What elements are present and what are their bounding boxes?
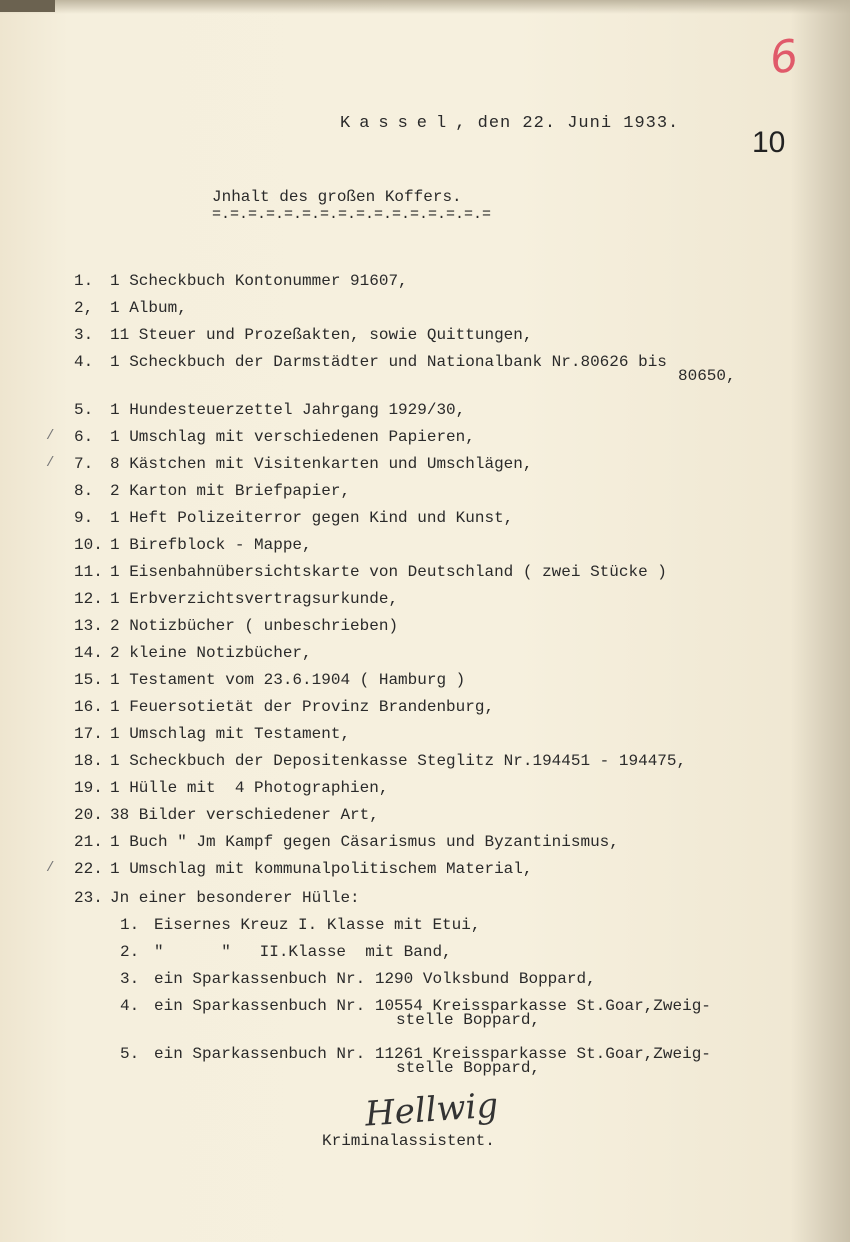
- item-number: 19.: [74, 779, 103, 797]
- item-text: 1 Hülle mit 4 Photographien,: [110, 779, 389, 797]
- sub-item-continuation: stelle Boppard,: [396, 1059, 541, 1077]
- list-item: [74, 617, 834, 644]
- item-text: 1 Umschlag mit verschiedenen Papieren,: [110, 428, 475, 446]
- list-item: [74, 725, 834, 752]
- list-item: [74, 482, 834, 509]
- check-mark-icon: /: [46, 860, 55, 876]
- item-text: 1 Umschlag mit Testament,: [110, 725, 351, 743]
- item-text: 1 Scheckbuch der Depositenkasse Steglitz Nr.194451 - 194475,: [110, 752, 687, 770]
- page-number-mark: 6: [766, 30, 802, 85]
- sub-item-text: " " II.Klasse mit Band,: [154, 943, 452, 961]
- check-mark-icon: /: [46, 455, 55, 471]
- item-number: 8.: [74, 482, 94, 500]
- sub-item-text: ein Sparkassenbuch Nr. 10554 Kreissparkasse St.Goar,Zweig-: [154, 997, 711, 1015]
- item-number: 16.: [74, 698, 103, 716]
- list-item: [74, 299, 834, 326]
- item-number: 2,: [74, 299, 94, 317]
- handwritten-signature: Hellwig: [363, 1085, 500, 1135]
- sub-item-number: 1.: [120, 916, 140, 934]
- item-text: 1 Heft Polizeiterror gegen Kind und Kunst,: [110, 509, 514, 527]
- sub-item-text: Eisernes Kreuz I. Klasse mit Etui,: [154, 916, 481, 934]
- item-number: 3.: [74, 326, 94, 344]
- check-mark-icon: /: [46, 428, 55, 444]
- sub-item: [74, 997, 834, 1045]
- item-text: 2 Karton mit Briefpapier,: [110, 482, 351, 500]
- item-text: 11 Steuer und Prozeßakten, sowie Quittungen,: [110, 326, 533, 344]
- sub-item: [74, 916, 834, 943]
- sub-item-text: ein Sparkassenbuch Nr. 1290 Volksbund Boppard,: [154, 970, 596, 988]
- signatory-title: Kriminalassistent.: [322, 1132, 495, 1150]
- item-number: 11.: [74, 563, 103, 581]
- document-title: Jnhalt des großen Koffers.: [212, 188, 462, 206]
- list-item: [74, 326, 834, 353]
- list-item: [46, 860, 834, 887]
- item-text: 1 Feuersotietät der Provinz Brandenburg,: [110, 698, 495, 716]
- item-text: 38 Bilder verschiedener Art,: [110, 806, 379, 824]
- item-number: 18.: [74, 752, 103, 770]
- item-number: 17.: [74, 725, 103, 743]
- item-number: 21.: [74, 833, 103, 851]
- folio-number: 10: [752, 126, 786, 159]
- list-item: [74, 536, 834, 563]
- item-number: 14.: [74, 644, 103, 662]
- title-underline: =.=.=.=.=.=.=.=.=.=.=.=.=.=.=.=: [212, 206, 492, 223]
- item-number: 6.: [74, 428, 94, 446]
- list-item: [74, 644, 834, 671]
- item-number: 1.: [74, 272, 94, 290]
- list-item: [74, 752, 834, 779]
- item-number: 15.: [74, 671, 103, 689]
- list-item: [74, 779, 834, 806]
- dateline-date: , den 22. Juni 1933.: [455, 114, 680, 133]
- list-item: [74, 272, 834, 299]
- item-text: 1 Erbverzichtsvertragsurkunde,: [110, 590, 399, 608]
- sub-item-number: 2.: [120, 943, 140, 961]
- sub-item: [74, 1045, 834, 1093]
- list-item-23: [74, 889, 834, 916]
- item-number: 5.: [74, 401, 94, 419]
- list-item: [74, 698, 834, 725]
- item-text: 1 Album,: [110, 299, 187, 317]
- item-number: 7.: [74, 455, 94, 473]
- list-item: [46, 455, 834, 482]
- item-number: 12.: [74, 590, 103, 608]
- item-text: 1 Eisenbahnübersichtskarte von Deutschland ( zwei Stücke ): [110, 563, 667, 581]
- sub-item-number: 5.: [120, 1045, 140, 1063]
- item-text: 1 Scheckbuch der Darmstädter und Nationalbank Nr.80626 bis: [110, 353, 667, 371]
- dateline-city: Kassel: [340, 114, 456, 133]
- list-item: [46, 428, 834, 455]
- top-edge-shadow: [0, 0, 850, 14]
- list-item: [74, 833, 834, 860]
- item-number: 13.: [74, 617, 103, 635]
- list-item: [74, 401, 834, 428]
- item-number: 9.: [74, 509, 94, 527]
- item-number: 4.: [74, 353, 94, 371]
- item-text: 1 Buch " Jm Kampf gegen Cäsarismus und Byzantinismus,: [110, 833, 619, 851]
- item-text: 1 Birefblock - Mappe,: [110, 536, 312, 554]
- binder-edge: [0, 0, 55, 12]
- sub-item-number: 4.: [120, 997, 140, 1015]
- item-number: 10.: [74, 536, 103, 554]
- list-item: [74, 590, 834, 617]
- item-number: 23.: [74, 889, 103, 907]
- inventory-list: [46, 272, 834, 1093]
- sub-item: [74, 970, 834, 997]
- list-item: [74, 353, 834, 401]
- item-text: 2 Notizbücher ( unbeschrieben): [110, 617, 399, 635]
- item-text: 1 Hundesteuerzettel Jahrgang 1929/30,: [110, 401, 466, 419]
- dateline: [340, 114, 679, 133]
- sub-item-text: ein Sparkassenbuch Nr. 11261 Kreissparkasse St.Goar,Zweig-: [154, 1045, 711, 1063]
- list-item: [74, 563, 834, 590]
- list-item: [74, 509, 834, 536]
- item-text: 1 Scheckbuch Kontonummer 91607,: [110, 272, 408, 290]
- item-text: 1 Testament vom 23.6.1904 ( Hamburg ): [110, 671, 466, 689]
- item-text: 8 Kästchen mit Visitenkarten und Umschlägen,: [110, 455, 533, 473]
- item-heading: Jn einer besonderer Hülle:: [110, 889, 360, 907]
- item-number: 22.: [74, 860, 103, 878]
- sub-item-continuation: stelle Boppard,: [396, 1011, 541, 1029]
- item-number: 20.: [74, 806, 103, 824]
- item-text: 2 kleine Notizbücher,: [110, 644, 312, 662]
- item-text-continuation: 80650,: [678, 367, 736, 385]
- sub-item-number: 3.: [120, 970, 140, 988]
- sub-item: [74, 943, 834, 970]
- list-item: [74, 806, 834, 833]
- list-item: [74, 671, 834, 698]
- item-text: 1 Umschlag mit kommunalpolitischem Material,: [110, 860, 533, 878]
